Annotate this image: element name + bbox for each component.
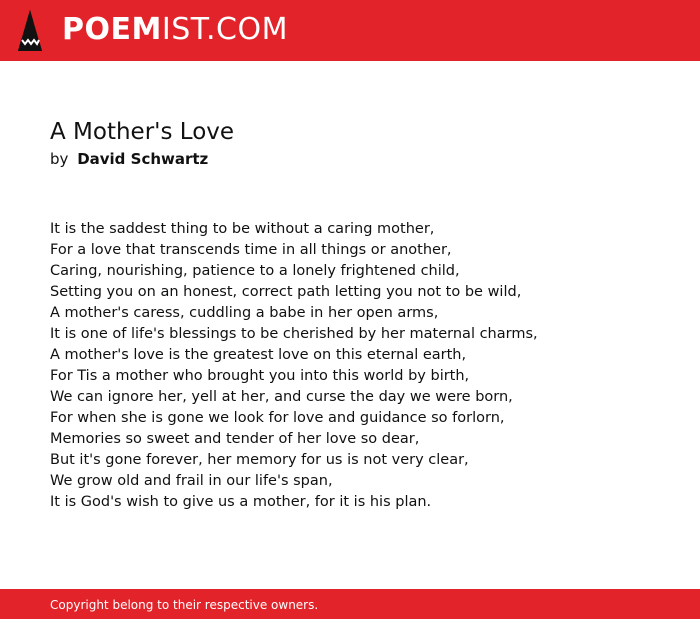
poem-line: We can ignore her, yell at her, and curse the day we were born, xyxy=(50,389,513,405)
copyright-notice: Copyright belong to their respective owners. xyxy=(50,598,319,612)
poem-line: Setting you on an honest, correct path letting you not to be wild, xyxy=(50,284,522,300)
poem-byline xyxy=(50,149,208,169)
logo-text-bold: POEM xyxy=(62,12,162,47)
poem-line: Caring, nourishing, patience to a lonely frightened child, xyxy=(50,263,460,279)
site-logo[interactable] xyxy=(62,12,288,48)
poem-line: It is the saddest thing to be without a caring mother, xyxy=(50,221,435,237)
poem-title: A Mother's Love xyxy=(50,119,235,145)
site-footer xyxy=(0,589,700,619)
poem-line: We grow old and frail in our life's span, xyxy=(50,473,333,489)
logo-text-light: IST.COM xyxy=(161,12,288,47)
poem-line: Memories so sweet and tender of her love so dear, xyxy=(50,431,420,447)
poem-line: A mother's love is the greatest love on this eternal earth, xyxy=(50,347,467,363)
poem-line: For when she is gone we look for love and guidance so forlorn, xyxy=(50,410,505,426)
poem-author: David Schwartz xyxy=(77,150,209,168)
poem-line: A mother's caress, cuddling a babe in her open arms, xyxy=(50,305,439,321)
site-header xyxy=(0,0,700,61)
poem-line: It is one of life's blessings to be cherished by her maternal charms, xyxy=(50,326,538,342)
poem-line: But it's gone forever, her memory for us is not very clear, xyxy=(50,452,469,468)
poem-line: For a love that transcends time in all things or another, xyxy=(50,242,452,258)
poem-line: For Tis a mother who brought you into this world by birth, xyxy=(50,368,470,384)
poem-body xyxy=(50,219,538,513)
by-label: by xyxy=(50,150,69,168)
pencil-tip-icon[interactable] xyxy=(18,10,42,51)
poem-line: It is God's wish to give us a mother, for it is his plan. xyxy=(50,494,432,510)
